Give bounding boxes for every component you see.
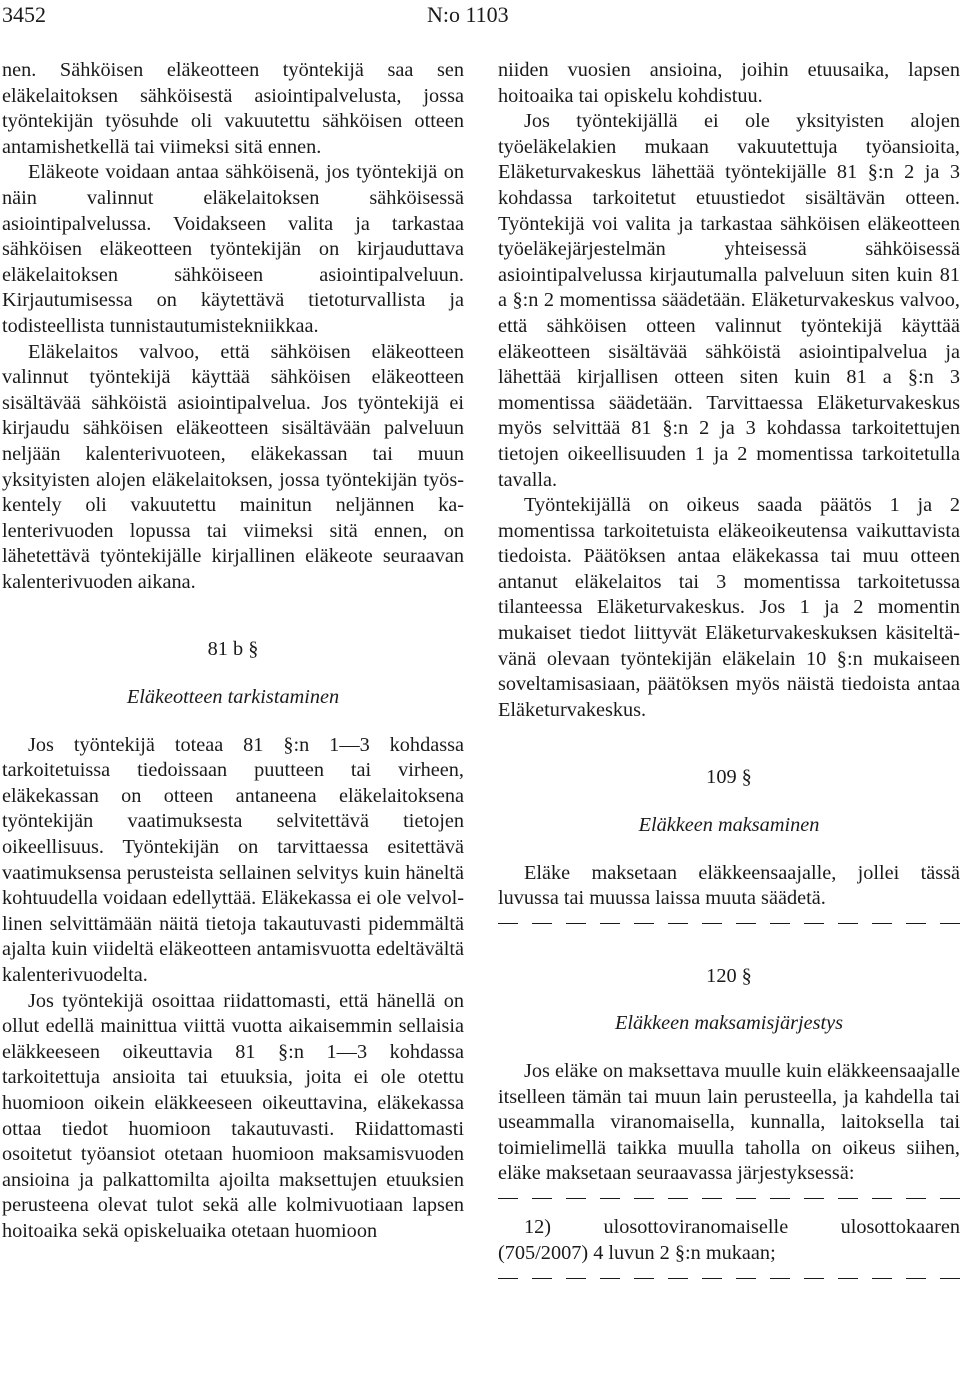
section-title: Eläkkeen maksamisjärjestys: [614, 1012, 844, 1035]
paragraph: niiden vuosien ansioina, joihin etuusaika, lapsen hoitoaika tai opiskelu kohdistuu.: [498, 59, 960, 107]
paragraph: nen. Sähköisen eläkeotteen työntekijä saa sen eläkelaitoksen sähköisestä asiointipalvelusta, jossa työntekijän työsuhde oli vakuutettu sähköisen otteen antamishetkellä tai viimeksi sitä ennen.: [2, 59, 464, 158]
omission-dashes: [498, 1268, 960, 1288]
paragraph: Eläkeote voidaan antaa sähköisenä, jos työntekijä on näin valinnut eläkelaitoksen sähköisessä asiointipalvelussa. Voidakseen valita ja tarkastaa sähköisen eläkeotteen työntekijän on kirjauduttava eläkelaitoksen sähköiseen asiointipalveluun. Kirjautumisessa on käytettävä tietoturvallista ja todisteellista tunnistautumistekniikkaa.: [2, 161, 464, 337]
paragraph: Jos eläke on maksettava muulle kuin eläkkeensaajalle itselleen tämän tai muun lain perusteella, ja kahdella tai useammalla viranomaisella, kunnalla, laitoksella tai toimielimellä taikka muulla taholla on oikeus siihen, eläke maksetaan seuraavassa järjestyksessä:: [498, 1060, 960, 1185]
section-number: 120 §: [706, 964, 752, 987]
omission-dashes: [498, 1189, 960, 1209]
paragraph: 12) ulosottoviranomaiselle ulosottokaaren (705/2007) 4 luvun 2 §:n mukaan;: [498, 1215, 960, 1264]
paragraph: Eläkelaitos valvoo, että sähköisen eläkeotteen valinnut työntekijä käyttää sähköisen eläkeotteen sisältävää sähköistä asiointipalvelua. Jos työntekijä ei kirjaudu sähköisen eläkeotteen sisältävään palveluun neljään kalenterivuoteen, eläkekassan tai muun yksityisten alojen eläkelaitoksen, jossa työntekijän työskentely oli vakuutettu mainitun neljännen kalenterivuoden lopussa tai viimeksi sitä ennen, on lähetettävä työntekijälle kirjallinen eläkeote seuraavan kalenterivuoden aikana.: [2, 340, 464, 593]
section-number: 81 b §: [207, 638, 259, 661]
paragraph: Jos työntekijällä ei ole yksityisten alojen työeläkelakien mukaan vakuutettuja työansioita, Eläketurvakeskus lähettää työntekijälle 81 §:n 2 ja 3 kohdassa tarkoitetut etuustiedot sisältävän otteen. Työntekijä voi valita ja tarkastaa sähköisen eläkeotteen työeläkejärjestelmän yhteisessä sähköisessä asiointipalvelussa kirjautumalla palveluun siten kuin 81 a §:n 2 momentissa säädetään. Eläketurvakeskus valvoo, että sähköisen otteen valinnut työntekijä käyttää eläkeotteen sisältävää sähköistä asiointipalvelua ja lähettää kirjallisen otteen siten kuin 81 a §:n 3 momentissa säädetään. Tarvittaessa Eläketurvakeskus myös selvittää 81 §:n 2 ja 3 kohdassa tarkoitettujen tietojen oikeellisuuden 1 ja 2 momentissa tarkoitetulla tavalla.: [498, 110, 960, 491]
omission-dashes: [498, 914, 960, 934]
issue-number: N:o 1103: [427, 2, 509, 27]
section-title: Eläkeotteen tarkistaminen: [126, 686, 340, 709]
paragraph: Eläke maksetaan eläkkeensaajalle, jollei tässä luvussa tai muussa laissa muuta säädetä.: [498, 861, 960, 910]
paragraph: Jos työntekijä toteaa 81 §:n 1—3 kohdassa tarkoitetuissa tiedoissaan puutteen tai virheen, eläkekassan on otteen antaneena eläkelaitoksena työntekijän vaatimuksesta selvitettävä tietojen oikeellisuus. Työntekijän on tarvittaessa esitettävä vaatimuksensa perusteista sellainen selvitys kuin häneltä kohtuudella voidaan edellyttää. Eläkekassa ei ole velvollinen selvittämään näitä tietoja takautuvasti pidemmältä ajalta kuin viideltä eläkeotteen antamisvuotta edeltävältä kalenterivuodelta.: [2, 733, 464, 986]
paragraph: Jos työntekijä osoittaa riidattomasti, että hänellä on ollut edellä mainittua viittä vuotta aikaisemmin sellaisia eläkkeeseen oikeuttavia 81 §:n 1—3 kohdassa tarkoitettuja ansioita tai etuuksia, joita ei ole otettu huomioon oikein eläkkeeseen oikeuttavina, eläkekassa ottaa tiedot huomioon takautuvasti. Riidattomasti osoitetut työansiot otetaan huomioon maksamisvuoden ansioina ja palkattomilta ajoilta maksettujen etuuksien perusteena olevat tulot sekä alle kolmivuotiaan lapsen hoitoaika sekä opiskeluaika otetaan huomioon: [2, 989, 464, 1242]
right-column: [498, 58, 960, 1294]
paragraph: Työntekijällä on oikeus saada päätös 1 ja 2 momentissa tarkoitetuista eläkeoikeutensa vaikuttavista tiedoista. Päätöksen antaa eläkekassa tai muu otteen antanut eläkelaitos tai 3 momentissa tarkoitetussa tilanteessa Eläketurvakeskus. Jos 1 ja 2 momentin mukaiset tiedot liittyvät Eläketurvakeskuksen käsiteltävänä olevaan työntekijän eläkelain 10 §:n mukaiseen soveltamisasiaan, päätöksen myös näistä tiedoista antaa Eläketurvakeskus.: [498, 494, 960, 721]
page-number: 3452: [2, 2, 46, 27]
left-column: [2, 58, 464, 1245]
section-title: Eläkkeen maksaminen: [638, 814, 820, 837]
section-number: 109 §: [706, 766, 752, 789]
